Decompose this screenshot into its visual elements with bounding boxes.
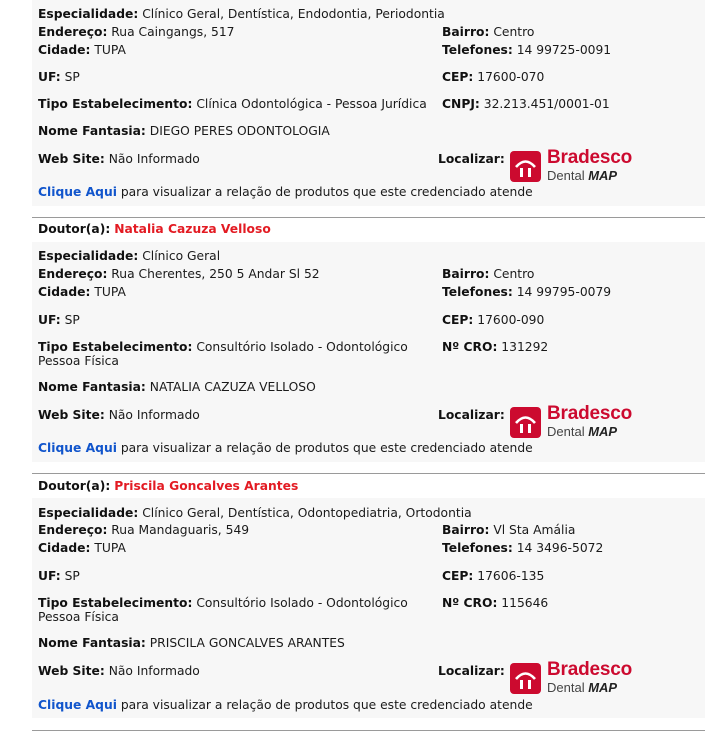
zip-field: [442, 312, 544, 328]
website-value: Não Informado: [108, 152, 200, 166]
address-field: [38, 266, 320, 282]
zip-value: 17600-090: [477, 313, 545, 327]
state-field: [38, 568, 80, 584]
trade-name-value: DIEGO PERES ODONTOLOGIA: [149, 124, 330, 138]
neighborhood-value: Vl Sta Amália: [493, 523, 576, 537]
state-field: [38, 69, 80, 85]
products-link-row: [38, 440, 533, 456]
trade-name-field: [38, 379, 316, 395]
website-field: [38, 151, 200, 167]
bradesco-dental-map-logo[interactable]: [510, 403, 636, 442]
website-label: Web Site:: [38, 152, 105, 166]
phones-field: [442, 540, 603, 556]
state-label: UF:: [38, 569, 61, 583]
trade-name-label: Nome Fantasia:: [38, 636, 146, 650]
neighborhood-value: Centro: [493, 25, 535, 39]
address-label: Endereço:: [38, 523, 108, 537]
entry-divider: [32, 473, 705, 474]
neighborhood-label: Bairro:: [442, 523, 490, 537]
locate-label: Localizar:: [438, 408, 505, 422]
specialty-field: [38, 505, 472, 521]
city-value: TUPA: [94, 43, 126, 57]
cro-label: Nº CRO:: [442, 340, 498, 354]
products-link-text: para visualizar a relação de produtos que este credenciado atende: [120, 698, 533, 712]
doctor-label: Doutor(a):: [38, 479, 111, 493]
specialty-field: [38, 248, 220, 264]
neighborhood-label: Bairro:: [442, 267, 490, 281]
state-label: UF:: [38, 70, 61, 84]
zip-value: 17600-070: [477, 70, 545, 84]
establishment-type-value: Consultório Isolado - Odontológico Pessoa Física: [38, 596, 408, 624]
bradesco-dental-map-logo[interactable]: [510, 147, 636, 186]
click-here-link[interactable]: Clique Aqui: [38, 185, 117, 199]
establishment-type-value: Clínica Odontológica - Pessoa Jurídica: [196, 97, 427, 111]
website-label: Web Site:: [38, 408, 105, 422]
logo-brand-text: Bradesco: [547, 147, 632, 168]
neighborhood-value: Centro: [493, 267, 535, 281]
cro-value: 115646: [501, 596, 549, 610]
neighborhood-field: [442, 24, 534, 40]
phones-field: [442, 42, 611, 58]
cro-field: [442, 595, 548, 611]
city-label: Cidade:: [38, 43, 91, 57]
phones-field: [442, 284, 611, 300]
city-label: Cidade:: [38, 541, 91, 555]
address-value: Rua Caingangs, 517: [111, 25, 235, 39]
products-link-text: para visualizar a relação de produtos que este credenciado atende: [120, 441, 533, 455]
state-value: SP: [64, 569, 80, 583]
establishment-type-field: [38, 96, 427, 112]
logo-brand-text: Bradesco: [547, 403, 632, 424]
entry-divider: [32, 217, 705, 218]
establishment-type-label: Tipo Estabelecimento:: [38, 340, 193, 354]
state-field: [38, 312, 80, 328]
address-field: [38, 24, 234, 40]
trade-name-field: [38, 635, 345, 651]
city-value: TUPA: [94, 285, 126, 299]
trade-name-value: PRISCILA GONCALVES ARANTES: [149, 636, 345, 650]
specialty-label: Especialidade:: [38, 506, 139, 520]
phones-label: Telefones:: [442, 541, 513, 555]
establishment-type-field: [38, 596, 440, 624]
neighborhood-field: [442, 266, 534, 282]
website-field: [38, 407, 200, 423]
bradesco-tree-icon: [510, 663, 541, 694]
logo-sub-text: Dental MAP: [547, 424, 618, 439]
doctor-name: Natalia Cazuza Velloso: [114, 222, 271, 236]
address-value: Rua Cherentes, 250 5 Andar Sl 52: [111, 267, 320, 281]
bradesco-tree-icon: [510, 151, 541, 182]
cnpj-value: 32.213.451/0001-01: [483, 97, 610, 111]
zip-label: CEP:: [442, 569, 474, 583]
logo-sub-text: Dental MAP: [547, 680, 618, 695]
establishment-type-value: Consultório Isolado - Odontológico Pessoa Física: [38, 340, 408, 368]
products-link-text: para visualizar a relação de produtos que este credenciado atende: [120, 185, 533, 199]
address-label: Endereço:: [38, 25, 108, 39]
cro-value: 131292: [501, 340, 549, 354]
zip-label: CEP:: [442, 313, 474, 327]
city-field: [38, 284, 126, 300]
doctor-label: Doutor(a):: [38, 222, 111, 236]
trade-name-label: Nome Fantasia:: [38, 380, 146, 394]
cnpj-field: [442, 96, 610, 112]
website-field: [38, 663, 200, 679]
address-label: Endereço:: [38, 267, 108, 281]
establishment-type-field: [38, 340, 440, 368]
doctor-field: [38, 478, 298, 494]
zip-field: [442, 69, 544, 85]
bradesco-tree-icon: [510, 407, 541, 438]
doctor-field: [38, 221, 271, 237]
website-label: Web Site:: [38, 664, 105, 678]
state-value: SP: [64, 70, 80, 84]
specialty-value: Clínico Geral: [142, 249, 221, 263]
trade-name-label: Nome Fantasia:: [38, 124, 146, 138]
establishment-type-label: Tipo Estabelecimento:: [38, 97, 193, 111]
zip-label: CEP:: [442, 70, 474, 84]
neighborhood-field: [442, 522, 575, 538]
products-link-row: [38, 184, 533, 200]
cro-field: [442, 339, 548, 355]
doctor-name: Priscila Goncalves Arantes: [114, 479, 299, 493]
city-value: TUPA: [94, 541, 126, 555]
products-link-row: [38, 697, 533, 713]
logo-sub-text: Dental MAP: [547, 168, 618, 183]
specialty-value: Clínico Geral, Dentística, Odontopediatria, Ortodontia: [142, 506, 472, 520]
website-value: Não Informado: [108, 664, 200, 678]
zip-field: [442, 568, 544, 584]
city-field: [38, 42, 126, 58]
logo-brand-text: Bradesco: [547, 659, 632, 680]
locate-label: Localizar:: [438, 152, 505, 166]
state-value: SP: [64, 313, 80, 327]
phones-value: 14 99795-0079: [516, 285, 612, 299]
click-here-link[interactable]: Clique Aqui: [38, 698, 117, 712]
phones-label: Telefones:: [442, 285, 513, 299]
specialty-value: Clínico Geral, Dentística, Endodontia, Periodontia: [142, 7, 445, 21]
establishment-type-label: Tipo Estabelecimento:: [38, 596, 193, 610]
specialty-field: [38, 6, 445, 22]
address-value: Rua Mandaguaris, 549: [111, 523, 250, 537]
cnpj-label: CNPJ:: [442, 97, 480, 111]
address-field: [38, 522, 249, 538]
zip-value: 17606-135: [477, 569, 545, 583]
city-label: Cidade:: [38, 285, 91, 299]
locate-label: Localizar:: [438, 664, 505, 678]
phones-label: Telefones:: [442, 43, 513, 57]
trade-name-value: NATALIA CAZUZA VELLOSO: [149, 380, 316, 394]
city-field: [38, 540, 126, 556]
click-here-link[interactable]: Clique Aqui: [38, 441, 117, 455]
cro-label: Nº CRO:: [442, 596, 498, 610]
trade-name-field: [38, 123, 330, 139]
phones-value: 14 3496-5072: [516, 541, 604, 555]
website-value: Não Informado: [108, 408, 200, 422]
neighborhood-label: Bairro:: [442, 25, 490, 39]
specialty-label: Especialidade:: [38, 249, 139, 263]
specialty-label: Especialidade:: [38, 7, 139, 21]
bradesco-dental-map-logo[interactable]: [510, 659, 636, 698]
phones-value: 14 99725-0091: [516, 43, 612, 57]
entry-divider: [32, 730, 705, 731]
state-label: UF:: [38, 313, 61, 327]
